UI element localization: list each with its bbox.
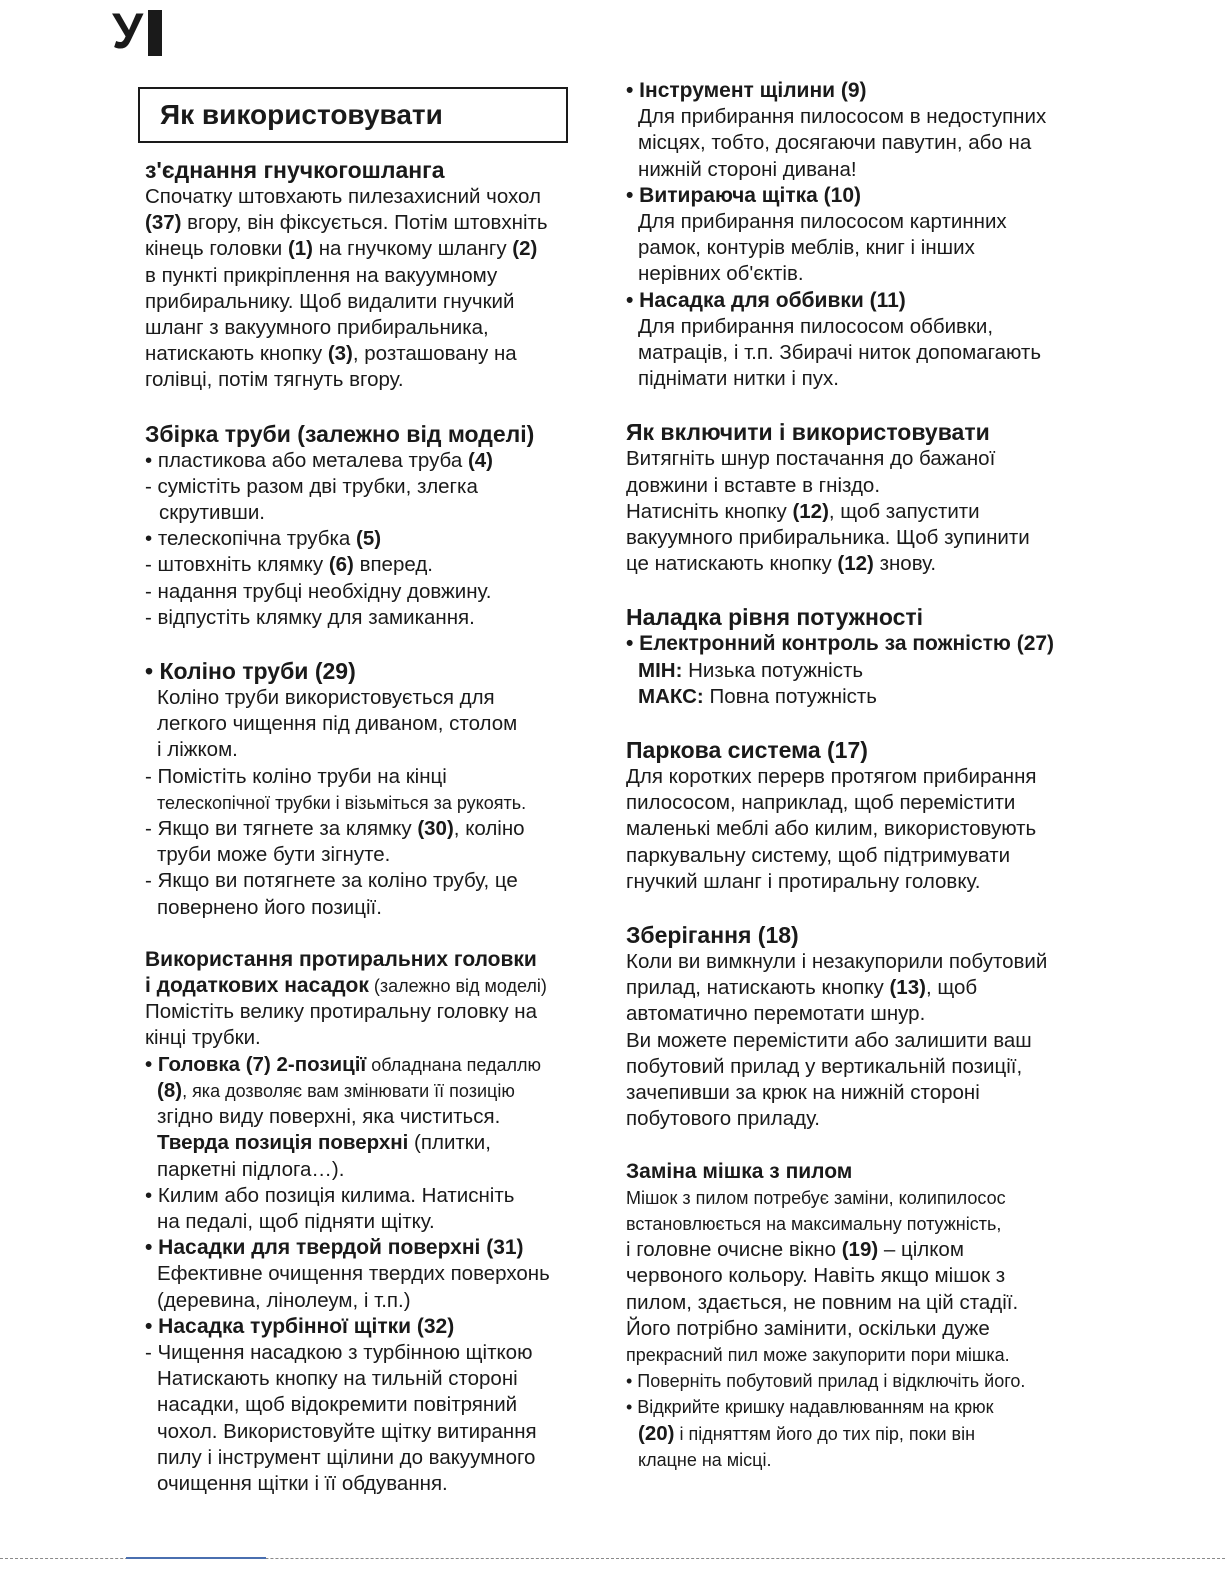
- text-line: побутового приладу.: [626, 1107, 820, 1131]
- text-line: згідно виду поверхні, яка чиститься.: [157, 1105, 501, 1129]
- text-line: • Відкрийте кришку надавлюванням на крюк: [626, 1397, 994, 1418]
- text-line: червоного кольору. Навіть якщо мішок з: [626, 1264, 1006, 1288]
- section-title: Як використовувати: [138, 87, 568, 143]
- text-line: пилу і інструмент щілини до вакуумного: [157, 1445, 536, 1469]
- text-line: Спочатку штовхають пилезахисний чохол: [145, 185, 541, 208]
- text-line: пилом, здається, не повним на цій стадії.: [626, 1290, 1019, 1314]
- text-line: насадки, щоб відокремити повітряний: [157, 1393, 518, 1417]
- text-line: Коліно труби використовується для: [157, 686, 495, 710]
- text-line: кінці трубки.: [145, 1026, 261, 1050]
- text-line: паркувальну систему, щоб підтримувати: [626, 843, 1011, 867]
- text-line: кінець головки (1) на гнучкому шлангу (2): [145, 237, 538, 261]
- text-line: натискають кнопку (3), розташовану на: [145, 342, 517, 366]
- turbo-brush-heading: • Насадка турбінної щітки (32): [145, 1314, 455, 1338]
- text-line: Для прибирання пилососом картинних: [638, 210, 1007, 234]
- text-line: - Якщо ви тягнете за клямку (30), коліно: [145, 817, 525, 841]
- power-heading: Наладка рівня потужності: [626, 604, 924, 631]
- text-line: зачепивши за крюк на нижній стороні: [626, 1081, 980, 1105]
- text-line: нижній стороні дивана!: [638, 157, 857, 181]
- text-line: і головне очисне вікно (19) – цілком: [626, 1238, 964, 1262]
- left-column: [145, 156, 585, 1497]
- text-line: матраців, і т.п. Збирачі ниток допомагають: [638, 341, 1042, 365]
- text-line: Витягніть шнур постачання до бажаної: [626, 447, 996, 471]
- text-line: Натисніть кнопку (12), щоб запустити: [626, 499, 980, 523]
- knee-heading: • Коліно труби (29): [145, 658, 356, 685]
- text-line: повернено його позиції.: [157, 895, 382, 919]
- text-line: скрутивши.: [159, 501, 265, 525]
- text-line: чохол. Використовуйте щітку витирання: [157, 1419, 537, 1443]
- text-line: • Головка (7) 2-позиції обладнана педаллю: [145, 1052, 542, 1076]
- switch-on-heading: Як включити і використовувати: [626, 419, 990, 446]
- text-line: голівці, потім тягнуть вгору.: [145, 368, 404, 392]
- text-line: телескопічної трубки і візьміться за рукоять.: [157, 792, 527, 813]
- text-line: (8), яка дозволяє вам змінювати її позицію: [157, 1078, 515, 1102]
- text-line: очищення щітки і її обдування.: [157, 1471, 448, 1495]
- text-line: Для прибирання пилососом оббивки,: [638, 314, 994, 338]
- text-line: гнучкий шланг і протиральну головку.: [626, 869, 981, 893]
- storage-heading: Зберігання (18): [626, 922, 799, 949]
- hose-heading: з'єднання гнучкогошланга: [145, 157, 445, 183]
- text-line: - відпустіть клямку для замикання.: [145, 605, 475, 629]
- hard-floor-heading: • Насадки для твердой поверхні (31): [145, 1236, 524, 1260]
- text-line: - штовхніть клямку (6) вперед.: [145, 553, 433, 577]
- crevice-tool-heading: • Інструмент щілини (9): [626, 79, 867, 102]
- text-line: пилососом, наприклад, щоб перемістити: [626, 791, 1016, 815]
- right-column: [626, 78, 1096, 1473]
- text-line: вакуумного прибиральника. Щоб зупинити: [626, 526, 1030, 550]
- text-line: (37) вгору, він фіксується. Потім штовхніть: [145, 211, 548, 235]
- text-line: і ліжком.: [157, 738, 238, 762]
- text-line: Помістіть велику протиральну головку на: [145, 1000, 538, 1024]
- text-line: рамок, контурів меблів, книг і інших: [638, 236, 975, 260]
- text-line: Ви можете перемістити або залишити ваш: [626, 1028, 1032, 1052]
- language-code: У: [112, 3, 143, 59]
- text-line: паркетні підлога…).: [157, 1157, 345, 1181]
- text-line: Натискають кнопку на тильній стороні: [157, 1367, 518, 1391]
- text-line: • пластикова або металева труба (4): [145, 448, 493, 472]
- text-line: легкого чищення під диваном, столом: [157, 712, 518, 736]
- text-line: клацне на місці.: [638, 1449, 772, 1470]
- text-line: • телескопічна трубка (5): [145, 527, 382, 551]
- text-line: Ефективне очищення твердих поверхонь: [157, 1262, 550, 1286]
- text-line: • Електронний контроль за пожністю (27): [626, 632, 1055, 656]
- text-line: (деревина, лінолеум, і т.п.): [157, 1288, 411, 1312]
- text-line: - Помістіть коліно труби на кінці: [145, 764, 447, 788]
- text-line: - сумістіть разом дві трубки, злегка: [145, 474, 478, 498]
- text-line: Його потрібно замінити, оскільки дуже: [626, 1316, 990, 1340]
- text-line: труби може бути зігнуте.: [157, 843, 391, 867]
- text-line: МІН: Низька потужність: [638, 658, 864, 682]
- text-line: шланг з вакуумного прибиральника,: [145, 316, 489, 340]
- heads-heading-2: і додаткових насадок (залежно від моделі): [145, 974, 547, 998]
- text-line: Для коротких перерв протягом прибирання: [626, 765, 1037, 789]
- text-line: прекрасний пил може закупорити пори мішка.: [626, 1344, 1010, 1365]
- text-line: Для прибирання пилососом в недоступних: [638, 105, 1047, 129]
- text-line: піднімати нитки і пух.: [638, 367, 839, 391]
- text-line: - Чищення насадкою з турбінною щіткою: [145, 1340, 533, 1364]
- text-line: нерівних об'єктів.: [638, 262, 804, 286]
- parking-heading: Паркова система (17): [626, 737, 868, 764]
- text-line: автоматично перемотати шнур.: [626, 1002, 926, 1026]
- tube-heading: Збірка труби (залежно від моделі): [145, 420, 535, 447]
- text-line: довжини і вставте в гніздо.: [626, 473, 881, 497]
- text-line: встановлюється на максимальну потужність,: [626, 1213, 1002, 1234]
- text-line: місцях, тобто, досягаючи павутин, або на: [638, 131, 1032, 155]
- text-line: • Поверніть побутовий прилад і відключіть його.: [626, 1371, 1026, 1392]
- text-line: - Якщо ви потягнете за коліно трубу, це: [145, 869, 518, 893]
- text-line: побутовий прилад у вертикальній позиції,: [626, 1054, 1023, 1078]
- upholstery-heading: • Насадка для оббивки (11): [626, 288, 906, 312]
- language-tab-bar: [148, 10, 162, 56]
- text-line: маленькі меблі або килим, використовують: [626, 817, 1037, 841]
- text-line: на педалі, щоб підняти щітку.: [157, 1209, 435, 1233]
- heads-heading: Використання протиральних головки: [145, 947, 537, 971]
- dusting-brush-heading: • Витираюча щітка (10): [626, 183, 862, 207]
- text-line: Тверда позиція поверхні (плитки,: [157, 1131, 491, 1155]
- text-line: - надання трубці необхідну довжину.: [145, 579, 492, 603]
- text-line: це натискають кнопку (12) знову.: [626, 552, 937, 576]
- text-line: • Килим або позиція килима. Натисніть: [145, 1183, 515, 1207]
- text-line: Мішок з пилом потребує заміни, колипилосос: [626, 1187, 1006, 1208]
- dust-bag-heading: Заміна мішка з пилом: [626, 1159, 853, 1183]
- text-line: прилад, натискають кнопку (13), щоб: [626, 976, 978, 1000]
- text-line: МАКС: Повна потужність: [638, 684, 877, 708]
- text-line: прибиральнику. Щоб видалити гнучкий: [145, 289, 515, 313]
- text-line: (20) і підняттям його до тих пір, поки він: [638, 1421, 976, 1445]
- text-line: Коли ви вимкнули і незакупорили побутовий: [626, 950, 1048, 974]
- page-bottom-accent: [126, 1557, 266, 1559]
- language-tab: [112, 3, 162, 59]
- text-line: в пункті прикріплення на вакуумному: [145, 263, 498, 287]
